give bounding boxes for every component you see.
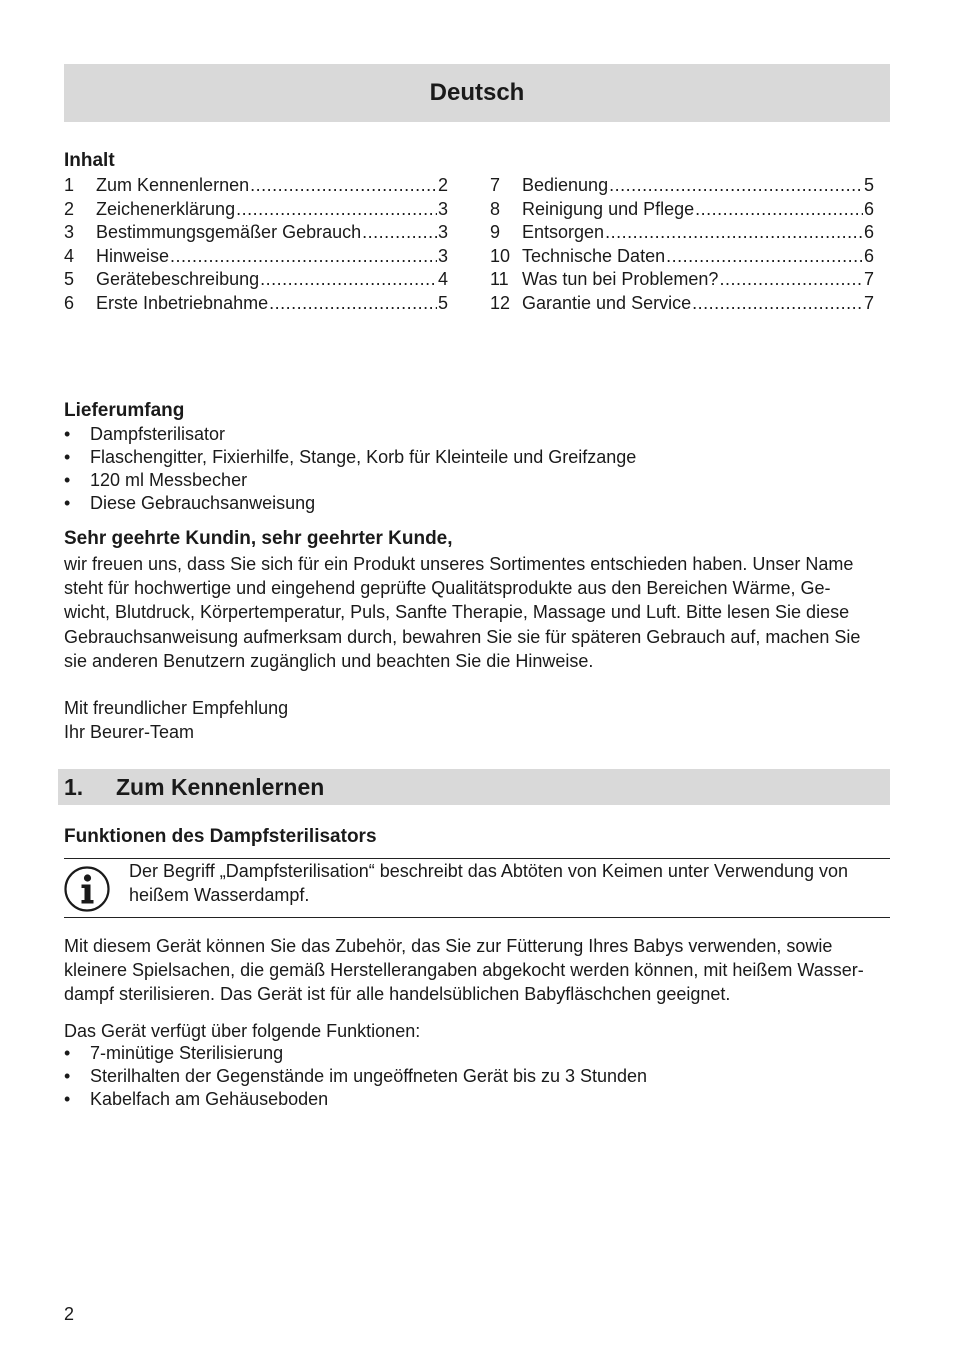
toc-entry-page: 6 [863,245,874,266]
toc-entry-title: Gerätebeschreibung [96,269,260,290]
toc-entry-number: 6 [64,292,75,313]
list-item-text: Diese Gebrauchsanweisung [90,493,316,513]
list-item-text: Kabelfach am Gehäuseboden [90,1089,329,1109]
toc-entry-page: 3 [437,245,448,266]
info-icon [64,866,110,912]
toc-heading: Inhalt [64,150,115,171]
toc-entry[interactable] [64,292,448,316]
list-item-text: Sterilhalten der Gegenstände im ungeöffneten Gerät bis zu 3 Stunden [90,1066,648,1086]
toc-entry[interactable] [490,174,874,198]
toc-entry-title: Zeichenerklärung [96,198,236,219]
toc-leader [605,221,863,245]
delivery-heading: Lieferumfang [64,400,185,421]
list-item-text: Flaschengitter, Fixierhilfe, Stange, Korb für Kleinteile und Greifzange [90,447,637,467]
toc-entry-page: 3 [437,198,448,219]
toc-leader [260,268,437,292]
note-text [129,859,848,907]
toc-leader [170,245,437,269]
toc-leader [236,198,437,222]
language-header [64,64,890,122]
toc-entry-page: 7 [863,269,874,290]
list-item-text: 7-minütige Sterilisierung [90,1043,284,1063]
list-item [64,1065,647,1088]
toc-entry[interactable] [490,245,874,269]
section-number: 1. [64,773,84,800]
list-item-text: Dampfsterilisator [90,424,226,444]
toc-leader [362,221,437,245]
toc-leader [609,174,863,198]
toc-entry-number: 2 [64,198,75,219]
toc-entry-number: 12 [490,292,511,313]
toc-entry-page: 4 [437,269,448,290]
toc-entry-title: Was tun bei Problemen? [522,269,719,290]
functions-paragraph [64,934,890,1007]
bullet-icon: • [64,1089,71,1109]
toc-entry-title: Garantie und Service [522,292,692,313]
list-item [64,1042,647,1065]
toc-entry-number: 7 [490,175,501,195]
toc-entry-title: Reinigung und Pflege [522,198,695,219]
toc-entry-title: Hinweise [96,245,170,266]
section-title: Zum Kennenlernen [116,773,325,800]
functions-heading: Funktionen des Dampfsterilisators [64,826,377,847]
toc-entry-number: 8 [490,198,501,219]
toc-entry[interactable] [490,198,874,222]
functions-intro [64,1019,890,1043]
toc-entry-number: 3 [64,222,75,243]
list-item [64,1088,647,1111]
toc-entry-page: 5 [437,292,448,313]
toc-leader [269,292,437,316]
note-line: heißem Wasserdampf. [129,885,310,906]
info-note [64,858,890,918]
bullet-icon: • [64,424,71,444]
toc-entry-title: Erste Inbetriebnahme [96,292,269,313]
toc-entry-number: 9 [490,222,501,243]
toc-entry-title: Bedienung [522,175,609,195]
toc-leader [695,198,863,222]
bullet-icon: • [64,447,71,467]
list-item [64,492,636,515]
bullet-icon: • [64,470,71,490]
signature-line: Ihr Beurer-Team [64,722,195,743]
delivery-list [64,423,636,515]
toc-entry[interactable] [64,245,448,269]
list-item [64,469,636,492]
toc-entry[interactable] [64,198,448,222]
toc-right-column [490,174,874,316]
closing-block [64,696,890,744]
toc-entry-page: 6 [863,222,874,243]
toc-leader [692,292,863,316]
toc-entry-page: 6 [863,198,874,219]
toc-left-column [64,174,448,316]
toc-entry-number: 10 [490,245,511,266]
page-number: 2 [64,1304,75,1324]
toc-entry[interactable] [490,268,874,292]
paragraph-line: Das Gerät verfügt über folgende Funktionen: [64,1021,421,1041]
note-line: Der Begriff „Dampfsterilisation“ beschreibt das Abtöten von Keimen unter Verwendung von [129,861,849,881]
greeting-paragraph [64,552,890,673]
toc-entry-page: 2 [437,175,448,195]
toc-entry[interactable] [64,174,448,198]
toc-entry-page: 3 [437,222,448,243]
greeting-heading: Sehr geehrte Kundin, sehr geehrter Kunde, [64,528,453,549]
toc-entry-page: 5 [863,175,874,195]
section-header [58,769,890,805]
toc-entry-number: 1 [64,175,75,195]
paragraph-line: wicht, Blutdruck, Körpertemperatur, Puls, Sanfte Therapie, Massage und Luft. Bitte lesen Sie diese [64,602,850,623]
language-title: Deutsch [429,79,525,106]
toc-leader [666,245,863,269]
toc-entry-page: 7 [863,292,874,313]
list-item-text: 120 ml Messbecher [90,470,248,490]
bullet-icon: • [64,493,71,513]
bullet-icon: • [64,1066,71,1086]
paragraph-line: steht für hochwertige und eingehend geprüfte Qualitätsprodukte aus den Bereichen Wärme, Ge- [64,578,831,599]
closing-line: Mit freundlicher Empfehlung [64,698,289,718]
paragraph-line: wir freuen uns, dass Sie sich für ein Produkt unseres Sortimentes entschieden haben. Unser Name [64,554,854,574]
toc-leader [250,174,437,198]
paragraph-line: dampf sterilisieren. Das Gerät ist für alle handelsüblichen Babyfläschchen geeignet. [64,984,731,1005]
paragraph-line: Mit diesem Gerät können Sie das Zubehör, das Sie zur Fütterung Ihres Babys verwenden, sowie [64,936,833,956]
toc-leader [719,268,863,292]
toc-entry[interactable] [490,221,874,245]
list-item [64,446,636,469]
paragraph-line: kleinere Spielsachen, die gemäß Herstellerangaben abgekocht werden können, mit heißem Wasser- [64,960,864,981]
bullet-icon: • [64,1043,71,1063]
paragraph-line: sie anderen Benutzern zugänglich und beachten Sie die Hinweise. [64,650,594,671]
toc-entry-title: Entsorgen [522,222,605,243]
toc-entry-number: 11 [490,269,509,290]
paragraph-line: Gebrauchsanweisung aufmerksam durch, bewahren Sie sie für späteren Gebrauch auf, machen Sie [64,626,861,647]
toc-entry-number: 5 [64,269,75,290]
toc-entry[interactable] [64,268,448,292]
list-item [64,423,636,446]
toc-entry-title: Technische Daten [522,245,666,266]
toc-entry[interactable] [490,292,874,316]
toc-entry[interactable] [64,221,448,245]
toc-entry-title: Zum Kennenlernen [96,175,250,195]
functions-list [64,1042,647,1111]
toc-entry-title: Bestimmungsgemäßer Gebrauch [96,222,362,243]
toc-entry-number: 4 [64,245,75,266]
